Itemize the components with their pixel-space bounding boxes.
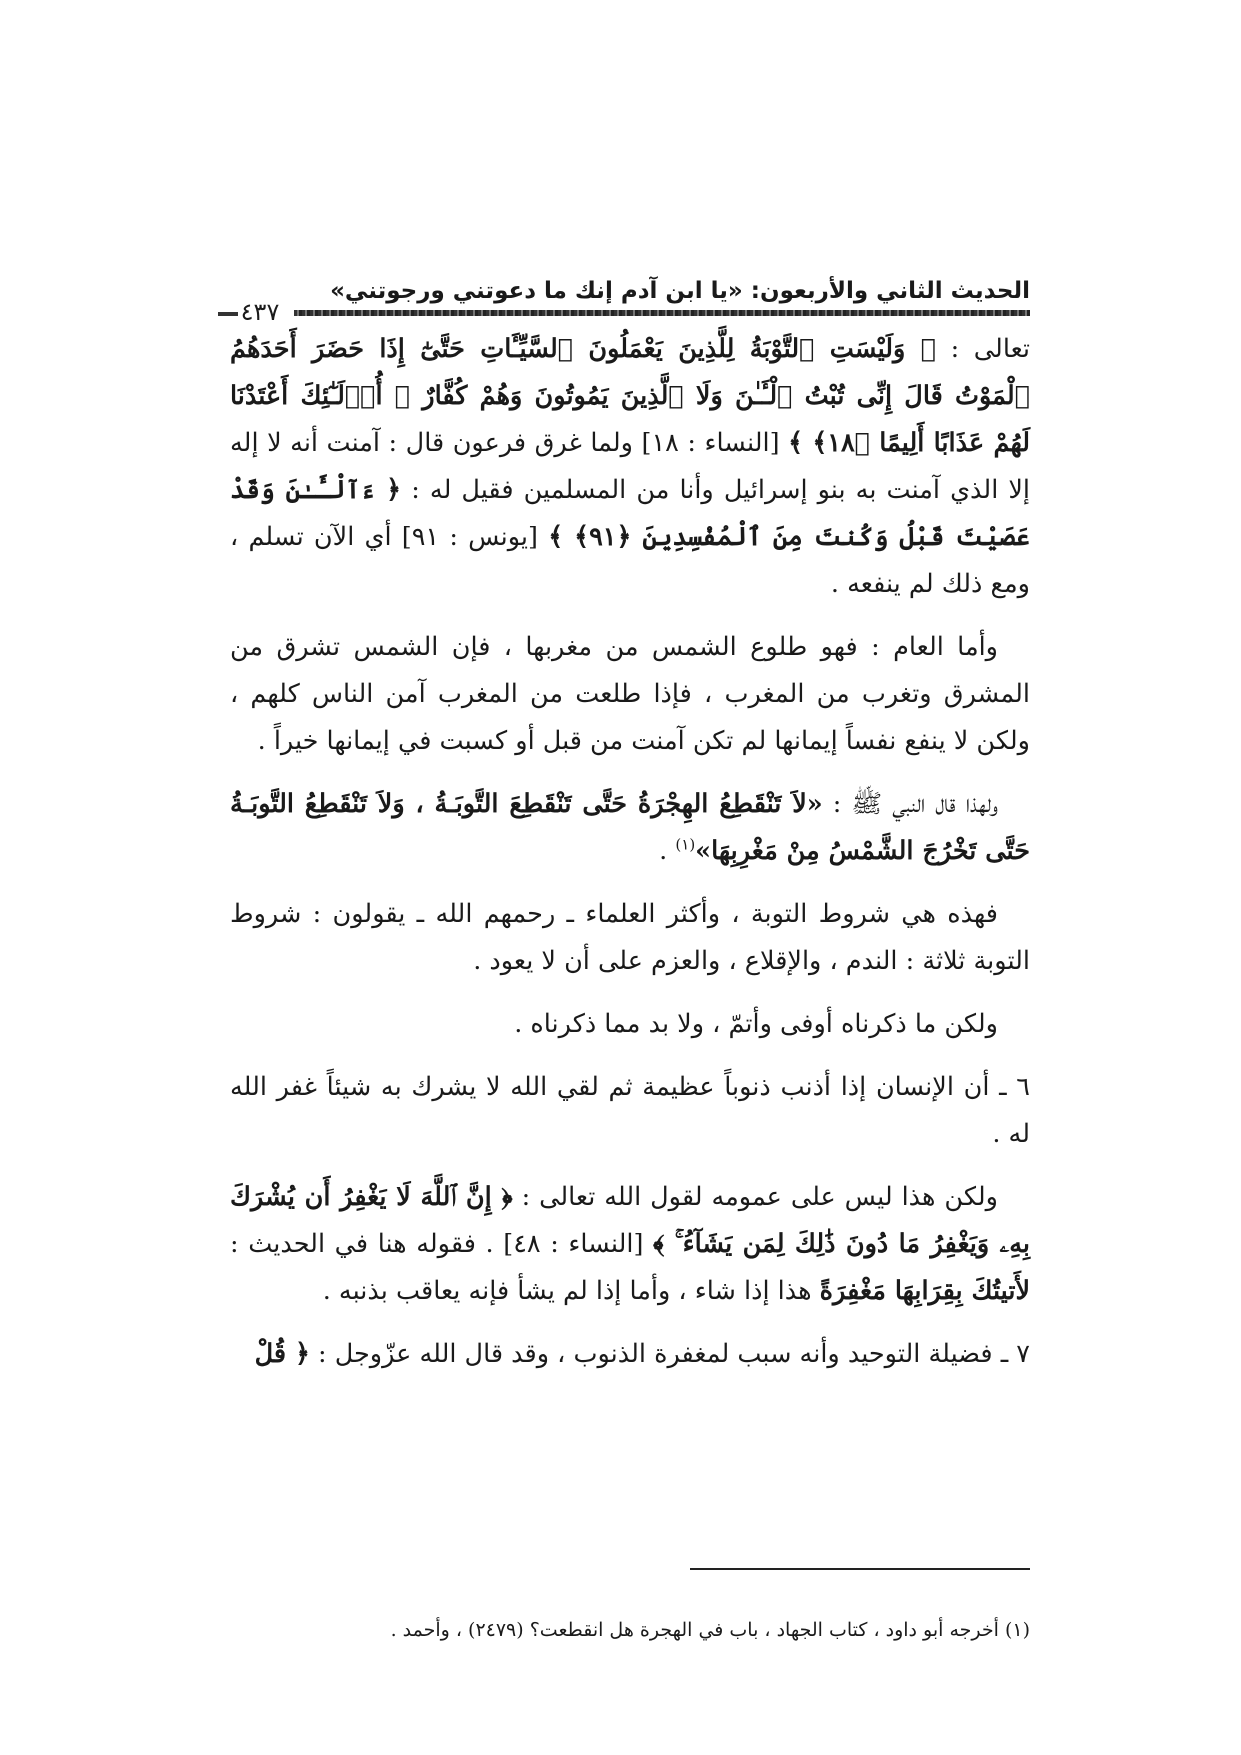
paragraph-3 [230,781,1030,875]
paragraph-7 [230,1174,1030,1315]
paragraph-6: ٦ ـ أن الإنسان إذا أذنب ذنوباً عظيمة ثم لقي الله لا يشرك به شيئاً غفر الله له . [230,1072,1030,1149]
paragraph-middle: [النساء : ٤٨] . فقوله هنا في الحديث : [230,1229,654,1259]
footnote: (١) أخرجه أبو داود ، كتاب الجهاد ، باب في الهجرة هل انقطعت؟ (٢٤٧٩) ، وأحمد . [390,1619,1030,1641]
book-page [230,268,1030,1728]
paragraph-lead: تعالى : [936,334,1030,364]
running-title: الحديث الثاني والأربعون: «يا ابن آدم إنك ما دعوتني ورجوتني» [330,278,1030,304]
paragraph-4: فهذه هي شروط التوبة ، وأكثر العلماء ـ رحمهم الله ـ يقولون : شروط التوبة ثلاثة : الندم ، والإقلاع ، والعزم على أن لا يعود . [230,899,1030,976]
paragraph-5: ولكن ما ذكرناه أوفى وأتمّ ، ولا بد مما ذكرناه . [514,1009,998,1039]
paragraph-tail: [يونس : ٩١] أي الآن تسلم ، ومع ذلك لم ينفعه . [230,522,1030,599]
footnote-rule [690,1568,1030,1570]
paragraph-lead: ٧ ـ فضيلة التوحيد وأنه سبب لمغفرة الذنوب ، وقد قال الله عزّوجل : [309,1339,1030,1369]
paragraph-1 [230,326,1030,608]
paragraph-lead: ولهذا قال النبي ﷺ : [822,789,998,819]
running-header [230,268,1030,326]
quran-verse: ﴿ قُلْ [254,1339,310,1369]
hadith-quote: لأَتيتُكَ بِقِرَابِهَا مَغْفِرَةً [819,1276,1030,1306]
paragraph-middle: [النساء : ١٨] ولما غرق فرعون قال : آمنت أنه لا إله إلا الذي آمنت به بنو إسرائيل وأنا من المسلمين فقيل له : [230,428,1031,505]
paragraph-8 [230,1331,1030,1378]
quran-verse: ﴿ إِنَّ ٱللَّهَ لَا يَغْفِرُ أَن يُشْرَكَ بِهِۦ وَيَغْفِرُ مَا دُونَ ذَٰلِكَ لِمَن يَشَآءُ ۚ ﴾ [230,1182,1030,1259]
body-text [230,326,1030,1378]
quran-verse-2: ﴿ ءَآلْـَٔـٰنَ وَقَدْ عَصَيْتَ قَبْلُ وَكُنتَ مِنَ ٱلْمُفْسِدِينَ ﴿٩١﴾ ﴾ [230,475,1030,552]
paragraph-2: وأما العام : فهو طلوع الشمس من مغربها ، فإن الشمس تشرق من المشرق وتغرب من المغرب ، فإذا طلعت من المغرب آمن الناس كلهم ، ولكن لا ينفع نفساً إيمانها لم تكن آمنت من قبل أو كسبت في إيمانها خيراً . [230,632,1030,756]
paragraph-tail: . [659,836,676,866]
paragraph-lead: ولكن هذا ليس على عمومه لقول الله تعالى : [512,1182,998,1212]
quran-verse: ﴿ وَلَيْسَتِ ٱلتَّوْبَةُ لِلَّذِينَ يَعْمَلُونَ ٱلسَّيِّـَٔاتِ حَتَّىٰٓ إِذَا حَضَرَ أَحَدَهُمُ ٱلْمَوْتُ قَالَ إِنِّى تُبْتُ ٱلْـَٔـٰنَ وَلَا ٱلَّذِينَ يَمُوتُونَ وَهُمْ كُفَّارٌ ۚ أُو۟لَـٰٓئِكَ أَعْتَدْنَا لَهُمْ عَذَابًا أَلِيمًا ﴿١٨﴾ ﴾ [230,334,1031,458]
paragraph-tail: هذا إذا شاء ، وأما إذا لم يشأ فإنه يعاقب بذنبه . [322,1276,820,1306]
hadith-quote: «لاَ تَنْقَطِعُ الهِجْرَةُ حَتَّى تَنْقَطِعَ التَّوبَـةُ ، وَلاَ تَنْقَطِعُ التَّوبَـةُ حَتَّى تَخْرُجَ الشَّمْسُ مِنْ مَغْرِبِهَا» [230,789,1030,866]
footnote-ref[interactable]: (١) [675,835,696,854]
header-rule [294,310,1030,316]
page-number: ٤٣٧ [230,298,290,326]
